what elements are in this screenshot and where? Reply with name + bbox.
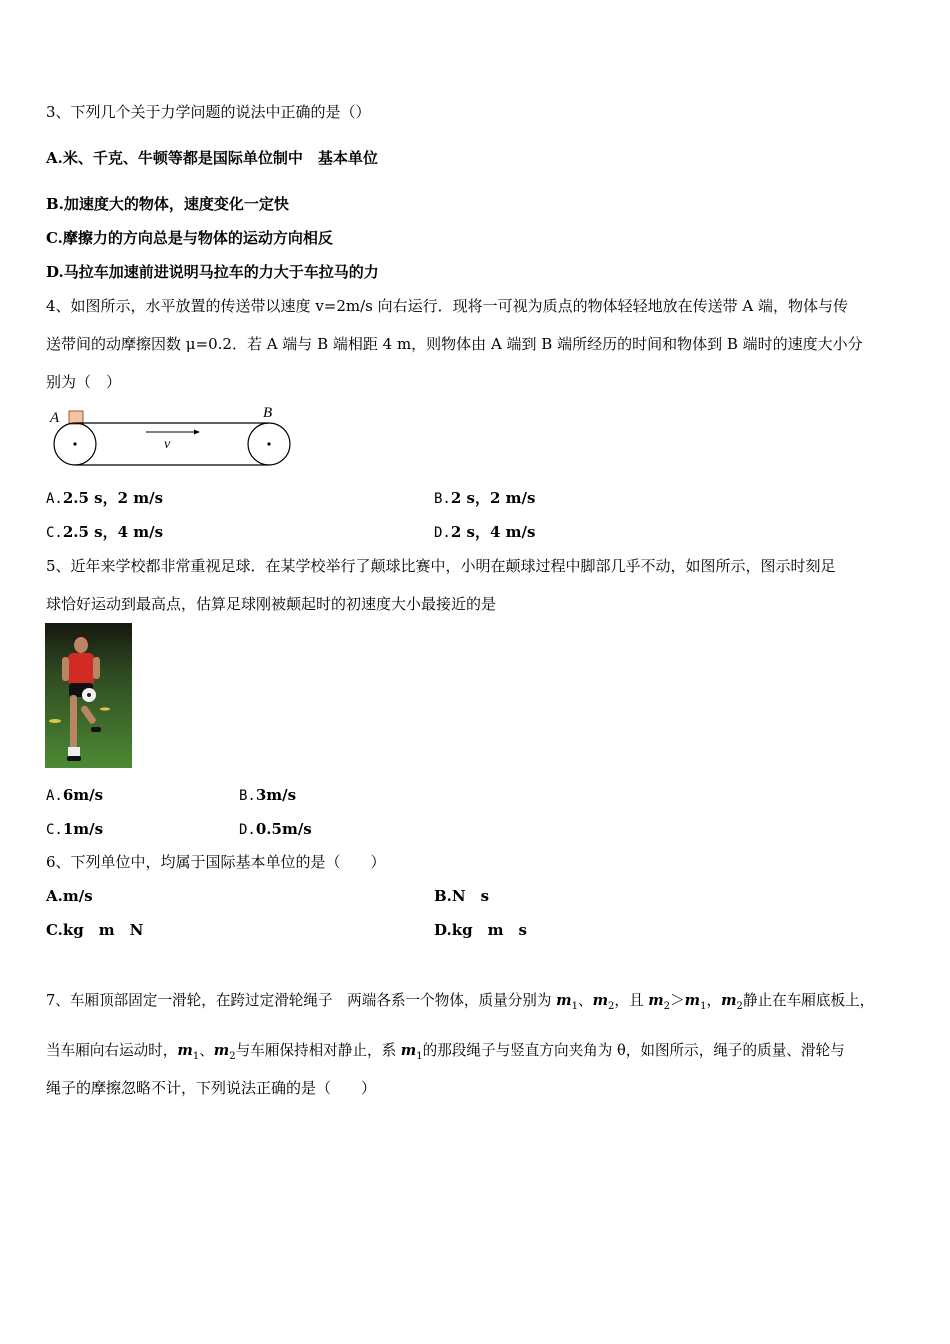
q7-sub2: 2	[736, 1000, 743, 1012]
label-v: v	[164, 437, 171, 452]
pulley-left-axle	[73, 442, 76, 445]
q3-option-c: C.摩擦力的方向总是与物体的运动方向相反	[46, 229, 333, 247]
q6-option-a: A.m/s	[46, 887, 93, 905]
q7-m2: m	[648, 992, 664, 1009]
q7-text: 、	[577, 992, 593, 1009]
q4-option-d-label: D.	[434, 525, 451, 541]
q3-stem: 3、下列几个关于力学问题的说法中正确的是（）	[46, 103, 371, 121]
q7-stem-line1	[46, 991, 874, 1011]
q7-m1: m	[556, 992, 572, 1009]
q4-option-b-text: 2 s，2 m/s	[450, 489, 536, 507]
q5-option-c	[46, 819, 103, 840]
velocity-arrowhead	[194, 430, 200, 435]
q4-option-c	[46, 522, 163, 543]
q5-option-c-text: 1m/s	[62, 820, 104, 838]
q7-sub1: 1	[416, 1050, 423, 1062]
q7-text: 的那段绳子与竖直方向夹角为 θ，如图所示，绳子的质量、滑轮与	[422, 1042, 845, 1059]
q4-option-d-text: 2 s，4 m/s	[450, 523, 536, 541]
q6-stem: 6、下列单位中，均属于国际基本单位的是（ ）	[46, 853, 386, 871]
q4-option-c-label: C.	[46, 525, 63, 541]
q4-option-c-text: 2.5 s，4 m/s	[62, 523, 164, 541]
football-player-photo	[45, 623, 132, 768]
q5-option-b-label: B.	[239, 788, 256, 804]
q3-option-d: D.马拉车加速前进说明马拉车的力大于车拉马的力	[46, 263, 379, 281]
q7-stem-line3: 绳子的摩擦忽略不计，下列说法正确的是（ ）	[46, 1079, 377, 1097]
q7-text: ，且	[614, 992, 649, 1009]
q4-option-b-label: B.	[434, 491, 451, 507]
q5-option-c-label: C.	[46, 822, 63, 838]
q7-m1: m	[684, 992, 701, 1009]
label-b: B	[263, 405, 273, 421]
label-a: A	[50, 410, 60, 426]
q5-stem-line1: 5、近年来学校都非常重视足球．在某学校举行了颠球比赛中，小明在颠球过程中脚部几乎不动，如图所示，图示时刻足	[46, 557, 836, 575]
q5-option-d-label: D.	[239, 822, 256, 838]
q7-text: 静止在车厢底板上，	[742, 992, 875, 1009]
q4-option-d	[434, 522, 535, 543]
q4-stem-line3: 别为（ ）	[46, 373, 122, 391]
q4-option-b	[434, 488, 535, 509]
q7-sub1: 1	[700, 1000, 707, 1012]
q6-option-b: B.N s	[434, 887, 490, 905]
q7-m1: m	[400, 1042, 417, 1059]
q7-m2: m	[721, 992, 737, 1009]
conveyor-belt-figure	[46, 402, 296, 470]
q7-m2: m	[213, 1042, 230, 1059]
q7-sub2: 2	[229, 1050, 236, 1062]
q5-stem-line2: 球恰好运动到最高点，估算足球刚被颠起时的初速度大小最接近的是	[46, 595, 497, 613]
q3-option-a: A.米、千克、牛顿等都是国际单位制中 基本单位	[46, 149, 378, 167]
q5-option-b-text: 3m/s	[255, 786, 297, 804]
q5-option-d	[239, 819, 312, 840]
q7-text: ＞	[670, 992, 685, 1009]
q7-text: 、	[199, 1042, 214, 1059]
q5-option-b	[239, 785, 296, 806]
q7-text: ，	[706, 992, 722, 1009]
q5-option-d-text: 0.5m/s	[255, 820, 312, 838]
q4-option-a	[46, 488, 163, 509]
q7-sub1: 1	[571, 1000, 578, 1012]
q7-sub1: 1	[192, 1050, 200, 1062]
q3-option-b: B.加速度大的物体，速度变化一定快	[46, 195, 289, 213]
block	[69, 411, 83, 424]
q7-text: 与车厢保持相对静止，系	[235, 1042, 401, 1059]
q7-text: 当车厢向右运动时，	[46, 1042, 178, 1059]
q7-sub2: 2	[663, 1000, 671, 1012]
q7-stem-line2	[46, 1041, 845, 1061]
q4-option-a-text: 2.5 s，2 m/s	[62, 489, 164, 507]
q5-option-a-label: A.	[46, 788, 63, 804]
q7-m2: m	[592, 992, 609, 1009]
pulley-right-axle	[267, 442, 270, 445]
q5-option-a-text: 6m/s	[62, 786, 104, 804]
q7-sub2: 2	[608, 1000, 615, 1012]
q4-option-a-label: A.	[46, 491, 63, 507]
q7-m1: m	[177, 1042, 193, 1059]
q4-stem-line1: 4、如图所示，水平放置的传送带以速度 v=2m/s 向右运行．现将一可视为质点的物体轻轻地放在传送带 A 端，物体与传	[46, 297, 849, 315]
q5-option-a	[46, 785, 103, 806]
q7-text: 7、车厢顶部固定一滑轮，在跨过定滑轮绳子 两端各系一个物体，质量分别为	[46, 992, 557, 1009]
q4-stem-line2: 送带间的动摩擦因数 μ=0.2．若 A 端与 B 端相距 4 m，则物体由 A 端到 B 端所经历的时间和物体到 B 端时的速度大小分	[46, 335, 863, 353]
q6-option-c: C.kg m N	[46, 921, 144, 939]
q6-option-d: D.kg m s	[434, 921, 527, 939]
